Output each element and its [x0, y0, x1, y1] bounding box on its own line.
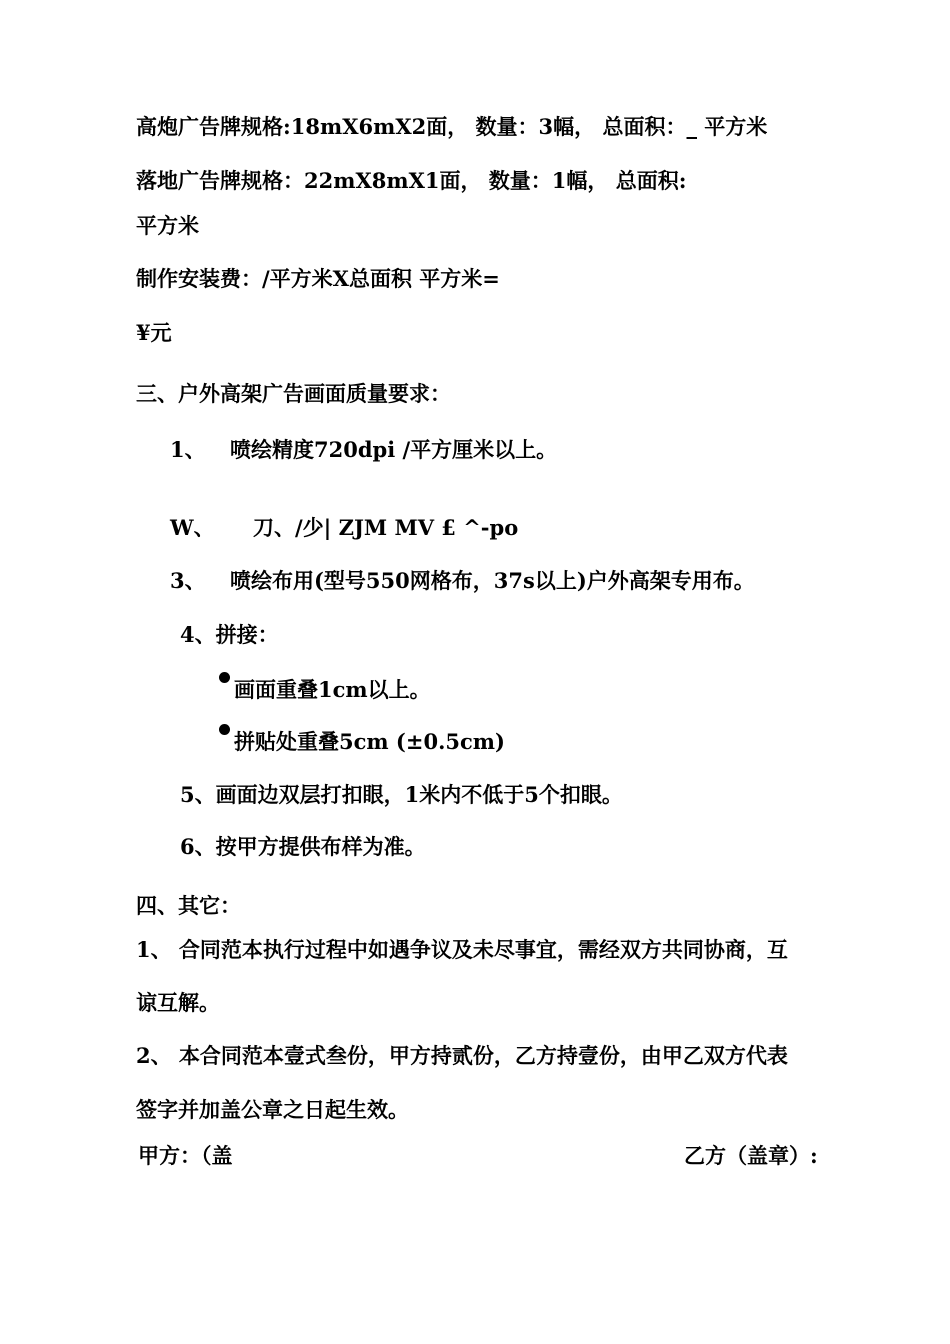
- bullet-dot-icon: [219, 672, 230, 683]
- party-b-signature-label: 乙方（盖章）:: [684, 1143, 818, 1168]
- item-1-number: 1、: [170, 437, 206, 462]
- floor-billboard-unit: 平方米: [136, 213, 199, 238]
- install-fee-line: 制作安装费：/平方米X总面积 平方米=: [136, 266, 500, 291]
- bullet-item-2: 拼贴处重叠5cm (±0.5cm): [234, 729, 505, 754]
- bullet-item-1: 画面重叠1cm以上。: [234, 677, 431, 702]
- section-four-heading: 四、其它：: [136, 893, 241, 918]
- currency-line: ¥元: [136, 320, 172, 345]
- item-3-text: 喷绘布用(型号550网格布，37s以上)户外高架专用布。: [230, 568, 755, 593]
- section-three-heading: 三、户外高架广告画面质量要求：: [136, 381, 451, 406]
- clause-1-line-1: 1、 合同范本执行过程中如遇争议及未尽事宜，需经双方共同协商，互: [136, 937, 788, 962]
- party-a-signature-label: 甲方：（盖: [138, 1143, 233, 1168]
- item-2-number: W、: [170, 515, 215, 540]
- clause-1-line-2: 谅互解。: [136, 990, 220, 1015]
- bullet-dot-icon: [219, 724, 230, 735]
- item-3-number: 3、: [170, 568, 206, 593]
- item-2-text: 刀、/少| ZJM MV £ ^-po: [253, 515, 519, 540]
- clause-2-line-1: 2、 本合同范本壹式叁份，甲方持贰份，乙方持壹份，由甲乙双方代表: [136, 1043, 788, 1068]
- floor-billboard-spec: 落地广告牌规格：22mX8mX1面， 数量：1幅， 总面积:: [136, 168, 687, 193]
- item-1-text: 喷绘精度720dpi /平方厘米以上。: [230, 437, 558, 462]
- high-billboard-spec: 高炮广告牌规格:18mX6mX2面， 数量：3幅， 总面积：_ 平方米: [136, 114, 768, 139]
- item-6: 6、按甲方提供布样为准。: [180, 834, 426, 859]
- splice-heading: 4、拼接：: [180, 622, 279, 647]
- item-5: 5、画面边双层打扣眼，1米内不低于5个扣眼。: [180, 782, 623, 807]
- clause-2-line-2: 签字并加盖公章之日起生效。: [136, 1097, 409, 1122]
